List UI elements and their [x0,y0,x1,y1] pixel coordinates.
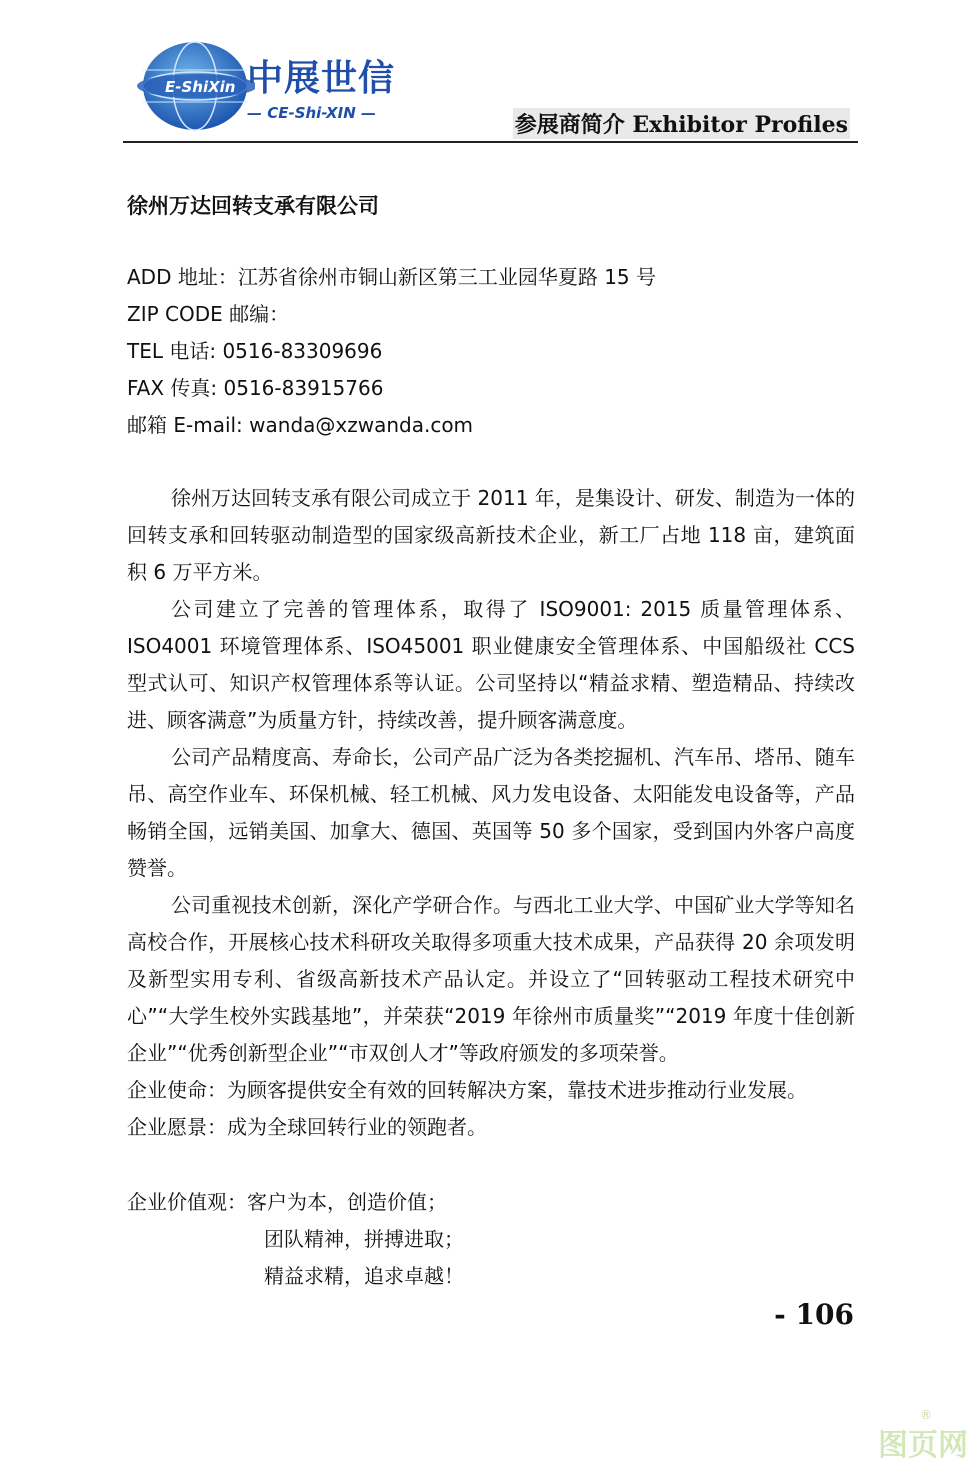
zip-line: ZIP CODE 邮编： [127,302,290,326]
paragraph-innovation: 公司重视技术创新，深化产学研合作。与西北工业大学、中国矿业大学等知名高校合作，开展核心技术科研攻关取得多项重大技术成果，产品获得 20 余项发明及新型实用专利、省级高新技术产品认定。并设立了“回转驱动工程技术研究中心”“大学生校外实践基地”，并荣获“2019 年徐州市质量奖”“2019 年度十佳创新企业”“优秀创新型企业”“市双创人才”等政府颁发的多项荣誉。 [127,893,855,1065]
paragraph-products: 公司产品精度高、寿命长，公司产品广泛为各类挖掘机、汽车吊、塔吊、随车吊、高空作业车、环保机械、轻工机械、风力发电设备、太阳能发电设备等，产品畅销全国，远销美国、加拿大、德国、英国等 50 多个国家，受到国内外客户高度赞誉。 [127,745,855,880]
fax-line: FAX 传真: 0516-83915766 [127,376,384,400]
logo-en-text: E-ShiXin [165,78,236,96]
paragraph-mission: 企业使命：为顾客提供安全有效的回转解决方案，靠技术进步推动行业发展。 [127,1078,807,1102]
page-header-title: 参展商简介 Exhibitor Profiles [513,108,850,139]
watermark: 图页网 [878,1428,968,1463]
address-line: ADD 地址：江苏省徐州市铜山新区第三工业园华夏路 15 号 [127,265,657,289]
logo-cn-text: 中展世信 [247,58,396,99]
registered-mark: ® [920,1408,932,1422]
header-divider [123,141,858,143]
logo [135,40,405,140]
values-block [127,1184,464,1295]
profile-body [127,480,855,1146]
tel-line: TEL 电话: 0516-83309696 [127,339,383,363]
email-line: 邮箱 E-mail: wanda@xzwanda.com [127,413,474,437]
company-name: 徐州万达回转支承有限公司 [127,194,379,218]
logo-sub-text: — CE-Shi-XIN — [247,104,376,122]
values-line: 精益求精，追求卓越！ [264,1264,464,1288]
contact-block [127,259,656,444]
values-line: 企业价值观：客户为本，创造价值； [127,1190,447,1214]
page-number: - 106 [774,1298,854,1331]
paragraph-intro: 徐州万达回转支承有限公司成立于 2011 年，是集设计、研发、制造为一体的回转支承和回转驱动制造型的国家级高新技术企业，新工厂占地 118 亩，建筑面积 6 万平方米。 [127,486,855,584]
paragraph-management: 公司建立了完善的管理体系，取得了 ISO9001: 2015 质量管理体系、ISO4001 环境管理体系、ISO45001 职业健康安全管理体系、中国船级社 CCS 型式认可、知识产权管理体系等认证。公司坚持以“精益求精、塑造精品、持续改进、顾客满意”为质量方针，持续改善，提升顾客满意度。 [127,597,855,732]
values-line: 团队精神，拼搏进取； [264,1227,464,1251]
paragraph-vision: 企业愿景：成为全球回转行业的领跑者。 [127,1115,487,1139]
